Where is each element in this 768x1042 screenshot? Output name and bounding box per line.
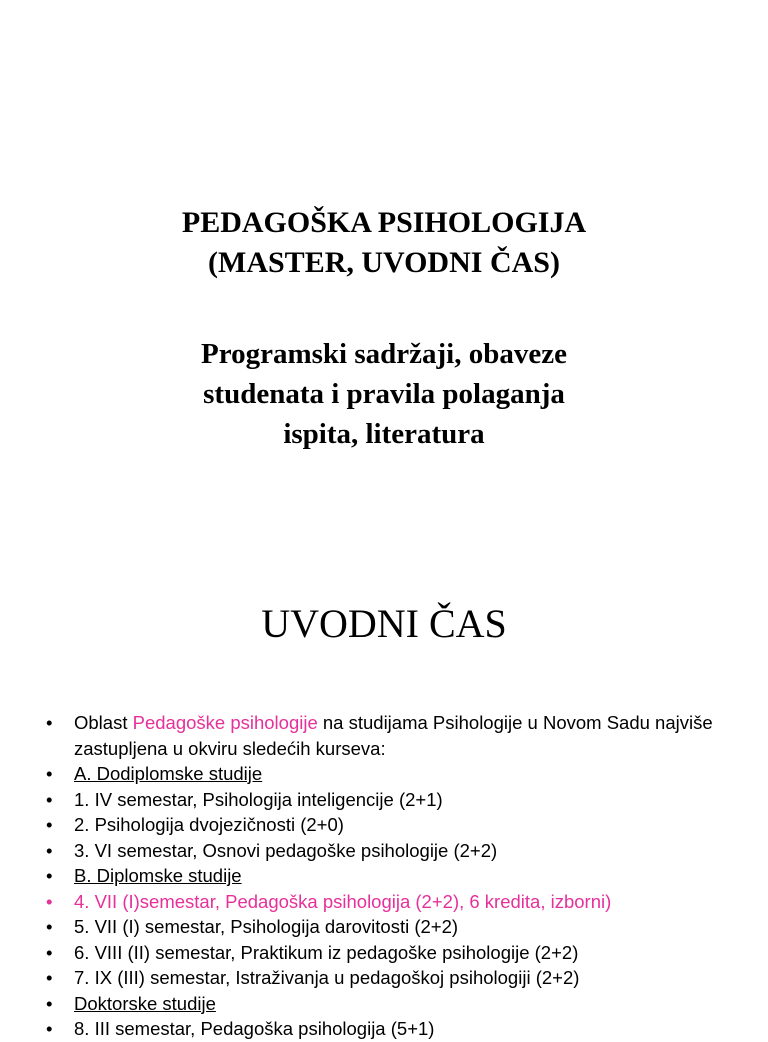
list-item — [46, 863, 746, 889]
section-heading-undergraduate: A. Dodiplomske studije — [74, 763, 263, 784]
course-list — [46, 710, 746, 1042]
list-item: • 2. Psihologija dvojezičnosti (2+0) — [46, 812, 746, 838]
list-item: • 7. IX (III) semestar, Istraživanja u pedagoškoj psihologiji (2+2) — [46, 965, 746, 991]
subtitle-line-3: ispita, literatura — [283, 418, 485, 450]
list-item-intro — [46, 710, 746, 761]
list-item: • 5. VII (I) semestar, Psihologija darovitosti (2+2) — [46, 914, 746, 940]
intro-text-after: na studijama Psihologije u Novom Sadu najviše zastupljena u okviru sledećih kurseva: — [74, 712, 713, 759]
intro-text-before: Oblast — [74, 712, 133, 733]
intro-highlight: Pedagoške psihologije — [132, 712, 318, 733]
section-title: UVODNI ČAS — [261, 601, 507, 646]
list-item: • 3. VI semestar, Osnovi pedagoške psihologije (2+2) — [46, 838, 746, 864]
subtitle-line-2: studenata i pravila polaganja — [203, 378, 565, 410]
list-item — [46, 991, 746, 1017]
list-item: • 6. VIII (II) semestar, Praktikum iz pedagoške psihologije (2+2) — [46, 940, 746, 966]
main-title-line-1: PEDAGOŠKA PSIHOLOGIJA — [181, 206, 587, 239]
main-title-line-2: (MASTER, UVODNI ČAS) — [208, 246, 560, 279]
list-item: • 8. III semestar, Pedagoška psihologija (5+1) — [46, 1016, 746, 1042]
list-item — [46, 761, 746, 787]
section-heading-doctoral: Doktorske studije — [74, 992, 216, 1014]
section-heading-graduate: B. Diplomske studije — [74, 865, 242, 886]
subtitle-line-1: Programski sadržaji, obaveze — [201, 338, 567, 370]
list-item-highlighted: • 4. VII (I)semestar, Pedagoška psihologija (2+2), 6 kredita, izborni) — [46, 889, 746, 915]
list-item: • 1. IV semestar, Psihologija inteligencije (2+1) — [46, 787, 746, 813]
